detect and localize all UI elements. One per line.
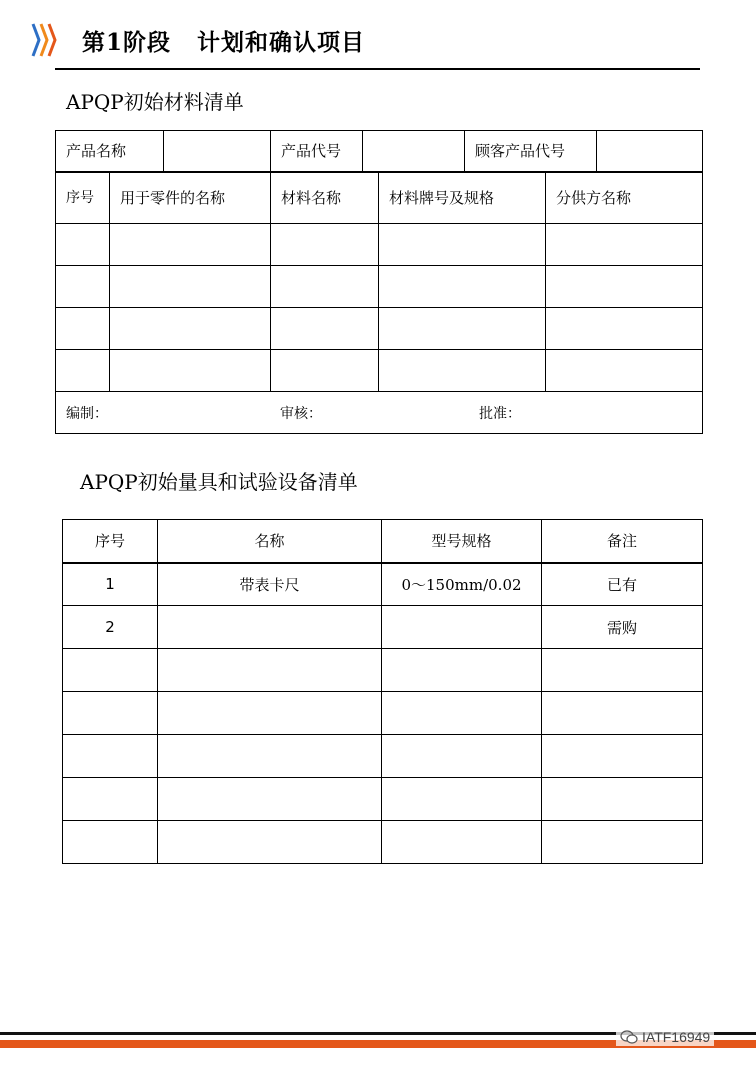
col-seq: 序号 xyxy=(56,172,110,224)
page-title xyxy=(82,24,365,57)
table-cell: 2 xyxy=(63,606,158,649)
materials-footer-row xyxy=(56,392,703,434)
table-row xyxy=(63,821,703,864)
watermark xyxy=(616,1028,714,1046)
table-cell[interactable] xyxy=(63,735,158,778)
table-cell[interactable] xyxy=(271,266,379,308)
reviewed-label: 审核： xyxy=(280,405,322,422)
table-cell[interactable] xyxy=(110,350,271,392)
table-row xyxy=(63,735,703,778)
table-cell[interactable] xyxy=(158,735,382,778)
table-cell[interactable] xyxy=(379,350,546,392)
materials-table xyxy=(55,130,703,434)
materials-header-row xyxy=(56,172,703,224)
table-cell: 0～150mm/0.02 xyxy=(382,563,542,606)
table-cell[interactable] xyxy=(382,778,542,821)
col-remark: 备注 xyxy=(542,520,703,563)
product-name-label: 产品名称 xyxy=(56,131,164,172)
table-cell[interactable] xyxy=(63,649,158,692)
table-row xyxy=(63,649,703,692)
table-cell[interactable] xyxy=(56,308,110,350)
product-code-label: 产品代号 xyxy=(271,131,363,172)
table-cell[interactable] xyxy=(158,606,382,649)
table-row xyxy=(63,563,703,606)
equipment-table xyxy=(62,519,703,864)
table-cell[interactable] xyxy=(158,649,382,692)
table-cell: 1 xyxy=(63,563,158,606)
table-cell[interactable] xyxy=(382,692,542,735)
table-cell[interactable] xyxy=(546,350,703,392)
signoff-cell xyxy=(56,392,703,434)
table-cell[interactable] xyxy=(56,224,110,266)
table-cell[interactable] xyxy=(382,735,542,778)
table-cell[interactable] xyxy=(63,778,158,821)
table-row xyxy=(56,308,703,350)
customer-code-value[interactable] xyxy=(597,131,703,172)
table-cell[interactable] xyxy=(546,266,703,308)
table-cell[interactable] xyxy=(158,692,382,735)
table-cell[interactable] xyxy=(379,308,546,350)
table-row xyxy=(63,778,703,821)
equipment-title: APQP初始量具和试验设备清单 xyxy=(80,470,358,494)
table-cell[interactable] xyxy=(379,224,546,266)
stage-label: 第1阶段 xyxy=(82,29,172,56)
table-cell[interactable] xyxy=(158,778,382,821)
table-cell[interactable] xyxy=(379,266,546,308)
table-row xyxy=(56,224,703,266)
table-cell[interactable] xyxy=(158,821,382,864)
table-cell[interactable] xyxy=(542,692,703,735)
table-cell: 已有 xyxy=(542,563,703,606)
col-material-grade: 材料牌号及规格 xyxy=(379,172,546,224)
stage-chevron-icon xyxy=(30,22,58,58)
header-divider xyxy=(55,68,700,70)
table-cell[interactable] xyxy=(271,308,379,350)
table-cell[interactable] xyxy=(110,308,271,350)
table-cell[interactable] xyxy=(63,692,158,735)
watermark-text: IATF16949 xyxy=(642,1029,711,1045)
table-cell[interactable] xyxy=(382,606,542,649)
table-cell[interactable] xyxy=(542,778,703,821)
table-cell[interactable] xyxy=(110,224,271,266)
table-row xyxy=(63,692,703,735)
col-supplier: 分供方名称 xyxy=(546,172,703,224)
col-material-name: 材料名称 xyxy=(271,172,379,224)
table-cell[interactable] xyxy=(542,821,703,864)
col-part-name: 用于零件的名称 xyxy=(110,172,271,224)
materials-title: APQP初始材料清单 xyxy=(66,90,244,114)
table-row xyxy=(56,266,703,308)
stage-title: 计划和确认项目 xyxy=(197,29,366,56)
table-cell[interactable] xyxy=(546,308,703,350)
approved-label: 批准： xyxy=(479,405,521,422)
table-row xyxy=(56,350,703,392)
product-name-value[interactable] xyxy=(164,131,271,172)
table-cell: 需购 xyxy=(542,606,703,649)
customer-code-label: 顾客产品代号 xyxy=(465,131,597,172)
col-name: 名称 xyxy=(158,520,382,563)
table-cell[interactable] xyxy=(382,649,542,692)
equipment-header-row xyxy=(63,520,703,563)
table-cell: 带表卡尺 xyxy=(158,563,382,606)
table-cell[interactable] xyxy=(271,224,379,266)
wechat-icon xyxy=(620,1030,638,1044)
materials-info-row xyxy=(56,131,703,172)
compiled-label: 编制： xyxy=(66,405,108,422)
table-cell[interactable] xyxy=(110,266,271,308)
table-cell[interactable] xyxy=(382,821,542,864)
table-cell[interactable] xyxy=(63,821,158,864)
table-cell[interactable] xyxy=(56,350,110,392)
col-seq: 序号 xyxy=(63,520,158,563)
product-code-value[interactable] xyxy=(363,131,465,172)
table-cell[interactable] xyxy=(56,266,110,308)
table-cell[interactable] xyxy=(271,350,379,392)
table-row xyxy=(63,606,703,649)
table-cell[interactable] xyxy=(546,224,703,266)
table-cell[interactable] xyxy=(542,735,703,778)
col-model: 型号规格 xyxy=(382,520,542,563)
table-cell[interactable] xyxy=(542,649,703,692)
